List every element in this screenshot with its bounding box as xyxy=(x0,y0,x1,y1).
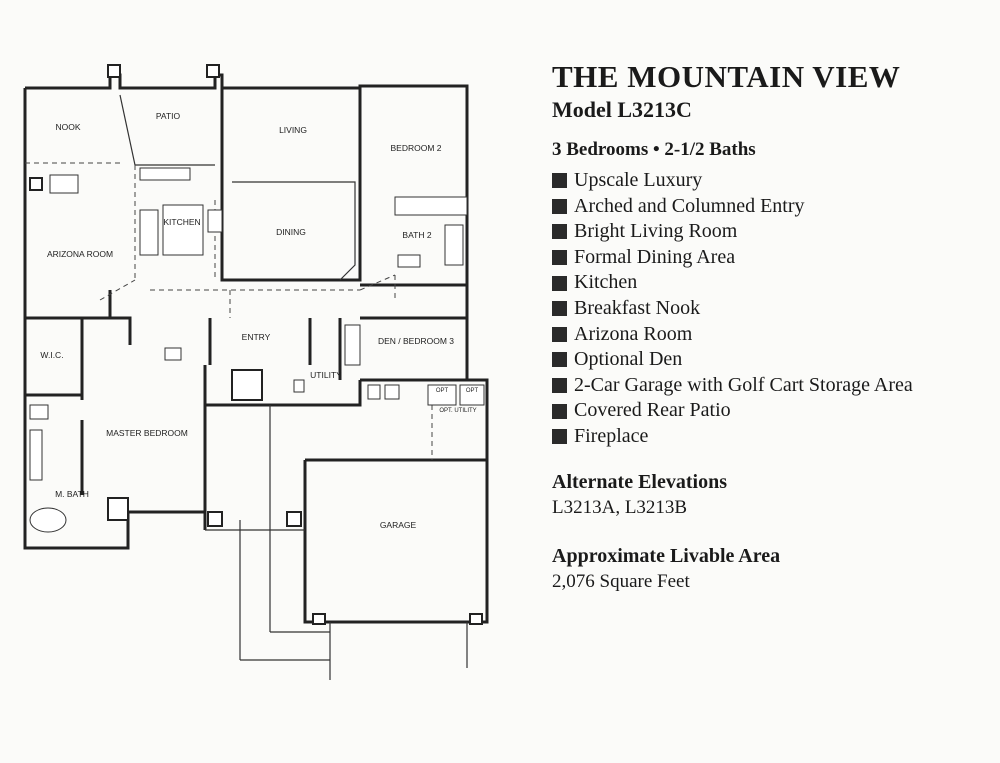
feature-item xyxy=(552,347,997,373)
feature-item xyxy=(552,296,997,322)
label-m-bath: M. BATH xyxy=(55,489,89,499)
label-patio: PATIO xyxy=(155,111,181,121)
info-panel xyxy=(552,58,997,594)
label-nook: NOOK xyxy=(55,122,81,132)
label-utility: UTILITY xyxy=(310,370,342,380)
label-wic: W.I.C. xyxy=(40,350,64,360)
feature-item xyxy=(552,219,997,245)
fixtures xyxy=(30,168,484,532)
square-bullet-icon xyxy=(552,327,567,342)
label-dining: DINING xyxy=(276,227,306,237)
label-garage: GARAGE xyxy=(379,520,417,530)
feature-label: Fireplace xyxy=(574,424,649,447)
label-master-bedroom: MASTER BEDROOM xyxy=(106,428,188,438)
feature-label: Arizona Room xyxy=(574,322,693,345)
label-living: LIVING xyxy=(279,125,307,135)
square-bullet-icon xyxy=(552,352,567,367)
feature-item xyxy=(552,270,997,296)
label-bath-2: BATH 2 xyxy=(402,230,432,240)
label-opt-2: OPT xyxy=(465,388,479,394)
label-den-bedroom-3: DEN / BEDROOM 3 xyxy=(377,336,455,346)
feature-label: Breakfast Nook xyxy=(574,296,701,319)
feature-label: Arched and Columned Entry xyxy=(574,194,805,217)
square-bullet-icon xyxy=(552,276,567,291)
square-bullet-icon xyxy=(552,199,567,214)
feature-label: 2-Car Garage with Golf Cart Storage Area xyxy=(574,373,913,396)
page-title: THE MOUNTAIN VIEW xyxy=(552,59,901,94)
feature-item xyxy=(552,424,997,450)
feature-item xyxy=(552,373,997,399)
feature-item xyxy=(552,168,997,194)
feature-label: Formal Dining Area xyxy=(574,245,736,268)
square-bullet-icon xyxy=(552,224,567,239)
model-number: Model L3213C xyxy=(552,97,692,122)
label-arizona-room: ARIZONA ROOM xyxy=(46,249,114,259)
rooms-summary: 3 Bedrooms • 2-1/2 Baths xyxy=(552,139,756,160)
feature-item xyxy=(552,194,997,220)
label-opt-1: OPT xyxy=(435,388,449,394)
label-kitchen: KITCHEN xyxy=(163,217,201,227)
feature-label: Optional Den xyxy=(574,348,683,371)
feature-label: Covered Rear Patio xyxy=(574,399,731,422)
feature-list xyxy=(552,168,997,450)
alternate-elevations-section xyxy=(552,470,997,520)
floor-plan xyxy=(0,0,520,700)
feature-item xyxy=(552,322,997,348)
square-bullet-icon xyxy=(552,378,567,393)
exterior-walls xyxy=(25,75,487,622)
label-opt-utility: OPT. UTILITY xyxy=(439,408,477,414)
livable-area-value: 2,076 Square Feet xyxy=(552,570,690,592)
label-bedroom-2: BEDROOM 2 xyxy=(390,143,442,153)
feature-label: Bright Living Room xyxy=(574,220,738,243)
label-entry: ENTRY xyxy=(241,332,271,342)
square-bullet-icon xyxy=(552,404,567,419)
square-bullet-icon xyxy=(552,173,567,188)
livable-area-section xyxy=(552,544,997,594)
feature-item xyxy=(552,245,997,271)
livable-area-heading: Approximate Livable Area xyxy=(552,544,781,567)
square-bullet-icon xyxy=(552,301,567,316)
square-bullet-icon xyxy=(552,250,567,265)
feature-item xyxy=(552,398,997,424)
alternate-elevations-value: L3213A, L3213B xyxy=(552,496,688,518)
alternate-elevations-heading: Alternate Elevations xyxy=(552,470,727,493)
square-bullet-icon xyxy=(552,429,567,444)
feature-label: Kitchen xyxy=(574,271,638,294)
feature-label: Upscale Luxury xyxy=(574,169,703,191)
